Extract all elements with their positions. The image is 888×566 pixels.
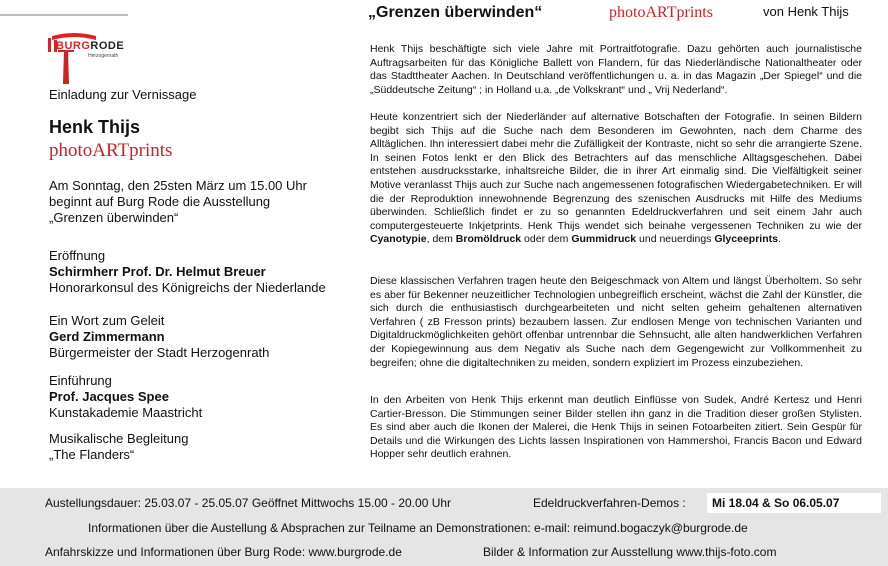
logo-subtitle: Herzogenrath [88, 53, 119, 59]
images-info: Bilder & Information zur Ausstellung www.thijs-foto.com [483, 545, 777, 559]
intro-line: beginnt auf Burg Rode die Ausstellung [49, 194, 271, 209]
techniques-text: Heute konzentriert sich der Niederländer auf alternative Botschaften der Fotografie. In seinen Bildern begibt sich Thijs auf die Suche nach dem Besonderen im Gewohnten, nach dem Charme des Alltäglichen. Ihn interessiert dabei mehr die Zufälligkeit der Kontraste, nicht so sehr die arrangierte Szene. In seinen Fotos lenkt er den Blick des Betrachters auf das menschliche Alltagsgeschehen. Dabei entstehen ausdrucksstarke, inhaltsreiche Bilder, die in ihrer Art einmalig sind. Die Vielfältigkeit seiner Motive veranlasst Thijs auch zur Suche nach angemessenen fotografischen Wiedergabetechniken. Er will die der Reproduktion innewohnende Begrenzung des szenischen Ausdrucks mit Hilfe des Mediums überwinden. Schließlich findet er zu so genannten Edeldruckverfahren und seit einem Jahr auch computergesteuerte Inkjetprints. Henk Thijs wendet sich beinahe vergessenen Techniken zu wie der [370, 111, 862, 232]
techniques-text: , dem [426, 233, 456, 246]
techniques-text: . [777, 233, 781, 246]
contact-info: Informationen über die Austellung & Absprachen zur Teilname an Demonstrationen: e-mail: reimund.bogaczyk@burgrode.de [88, 521, 748, 535]
technique-glyceeprints: Glyceeprints [714, 233, 778, 246]
music-heading: Musikalische Begleitung [49, 431, 189, 446]
opening-heading: Eröffnung [49, 248, 106, 263]
opening-person: Schirmherr Prof. Dr. Helmut Breuer [49, 264, 266, 279]
technique-cyanotypie: Cyanotypie [370, 233, 427, 246]
greeting-heading: Ein Wort zum Geleit [49, 313, 165, 328]
exhibition-duration: Austellungsdauer: 25.03.07 - 25.05.07 Geöffnet Mittwochs 15.00 - 20.00 Uhr [45, 496, 452, 510]
music-block [49, 431, 349, 463]
introduction-role: Kunstakademie Maastricht [49, 405, 203, 420]
paragraph-influences: In den Arbeiten von Henk Thijs erkennt man deutlich Einflüsse von Sudek, André Kertesz und Henri Cartier-Bresson. Die Stimmungen seiner Bilder stellen ihn ganz in die Tradition dieser großen Stylisten. Es sind aber auch die Ikonen der Malerei, die Henk Thijs in seinen Fotoarbeiten zitiert. Sein Gespür für Details und die Wirkungen des Lichts lassen Inspirationen von Hammershoi, Francis Bacon und Edward Hopper sehr deutlich erahnen. [370, 394, 862, 461]
logo-rode: RODE [90, 40, 125, 52]
paragraph-techniques [370, 111, 862, 247]
greeting-role: Bürgermeister der Stadt Herzogenrath [49, 345, 270, 360]
artist-name: Henk Thijs [49, 117, 141, 137]
techniques-text: oder dem [521, 233, 572, 246]
demos-dates: Mi 18.04 & So 06.05.07 [712, 496, 840, 510]
paragraph-biography: Henk Thijs beschäftigte sich viele Jahre mit Portraitfotografie. Dazu gehörten auch journalistische Auftragsarbeiten für das Königliche Ballett von Flandern, für das Niederländische Nationaltheater oder das Stadttheater Aachen. In Deutschland veröffentlichungen u. a. in das Magazin „Der Spiegel“ und die „Süddeutsche Zeitung“ ; in Holland u.a. „de Volkskrant“ und „ Vrij Nederland“. [370, 43, 862, 96]
photoart-subtitle: photoARTprints [609, 4, 713, 21]
invitation-intro [49, 178, 349, 226]
invitation-heading: Einladung zur Vernissage [49, 87, 197, 102]
logo-wordmark [56, 40, 124, 52]
introduction-block [49, 373, 349, 421]
directions-info: Anfahrskizze und Informationen über Burg Rode: www.burgrode.de [45, 545, 402, 559]
music-band: „The Flanders“ [49, 447, 135, 462]
opening-role: Honorarkonsul des Königreichs der Niederlande [49, 280, 326, 295]
greeting-block [49, 313, 349, 361]
technique-bromoeldruck: Bromöldruck [455, 233, 522, 246]
techniques-text: und neuerdings [636, 233, 715, 246]
paragraph-classic-methods: Diese klassischen Verfahren tragen heute den Beigeschmack von Altem und längst Überholtem. So sehr es aber für Bekenner neuzeitlicher Technologien unbegreiflich erscheint, wächst die Zahl der Künstler, die sich durch die enthusiastisch durchgearbeiteten und nicht selten geheim gehaltenen alternativen Verfahren ( zB Fresson prints) bezaubern lassen. Zur endlosen Menge von technischen Varianten und Digitaldruckmöglichkeiten gehört offenbar untrennbar die Sehnsucht, alle alten handwerklichen Verfahren der Kopiegewinnung aus dem Negativ als Suche nach dem Gegengewicht zur Vollkommenheit zu begreifen; ohne die digitaltechniken zu meiden, sondern expliziert im Prozess einzubeziehen. [370, 275, 862, 369]
photoart-title: photoARTprints [49, 140, 173, 161]
demos-label: Edeldruckverfahren-Demos : [533, 496, 686, 510]
exhibition-title: „Grenzen überwinden“ [368, 4, 543, 21]
technique-gummidruck: Gummidruck [571, 233, 637, 246]
greeting-person: Gerd Zimmermann [49, 329, 165, 344]
author-byline: von Henk Thijs [763, 4, 849, 19]
intro-line: „Grenzen überwinden“ [49, 210, 179, 225]
opening-block [49, 248, 349, 296]
top-rule [0, 14, 128, 16]
introduction-heading: Einführung [49, 373, 112, 388]
intro-line: Am Sonntag, den 25sten März um 15.00 Uhr [49, 178, 307, 193]
logo-burg: BURG [56, 40, 91, 52]
left-column [0, 0, 350, 488]
introduction-person: Prof. Jacques Spee [49, 389, 169, 404]
